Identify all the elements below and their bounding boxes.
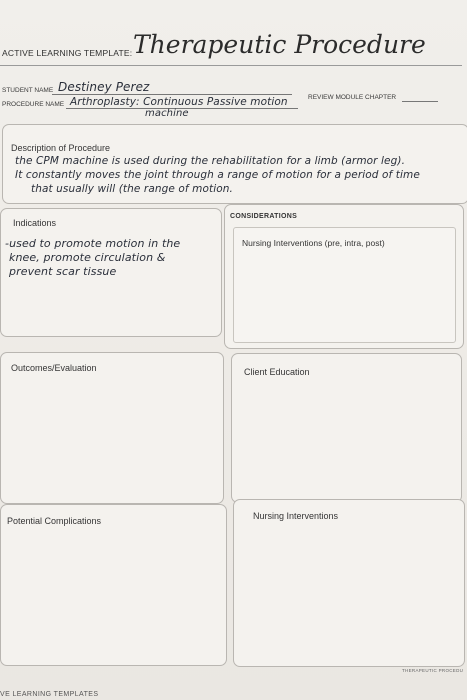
student-name-label: STUDENT NAME <box>2 87 54 94</box>
procedure-name-value-line2: machine <box>145 108 189 119</box>
nursing-interventions-box[interactable] <box>233 227 456 343</box>
outcomes-box[interactable] <box>0 352 224 504</box>
footer-left: VE LEARNING TEMPLATES <box>0 691 99 698</box>
indications-label: Indications <box>13 218 57 228</box>
procedure-name-value[interactable]: Arthroplasty: Continuous Passive motion <box>70 96 288 108</box>
complications-label: Potential Complications <box>7 516 102 526</box>
indications-line-1: -used to promote motion in the <box>5 237 181 250</box>
footer-right: THERAPEUTIC PROCEDU <box>402 668 464 673</box>
nursing-interventions-label: Nursing Interventions (pre, intra, post) <box>242 238 385 248</box>
review-chapter-label: REVIEW MODULE CHAPTER <box>308 94 397 101</box>
client-education-box[interactable] <box>231 353 462 503</box>
description-line-3: that usually will (the range of motion. <box>31 183 233 195</box>
complication-interventions-label: Nursing Interventions <box>253 511 339 521</box>
review-chapter-line[interactable] <box>402 101 438 102</box>
considerations-label: CONSIDERATIONS <box>230 213 298 220</box>
page-title: Therapeutic Procedure <box>133 30 426 59</box>
template-label: ACTIVE LEARNING TEMPLATE: <box>2 48 133 58</box>
complication-interventions-box[interactable] <box>233 499 465 667</box>
student-name-value[interactable]: Destiney Perez <box>58 80 150 94</box>
header-divider <box>0 65 462 66</box>
complications-box[interactable] <box>0 504 227 666</box>
student-name-line <box>52 94 292 95</box>
indications-box[interactable] <box>0 208 222 337</box>
description-box[interactable] <box>2 124 467 204</box>
description-label: Description of Procedure <box>11 143 111 153</box>
client-education-label: Client Education <box>244 367 310 377</box>
description-line-1: the CPM machine is used during the rehabilitation for a limb (armor leg). <box>15 155 406 167</box>
indications-line-3: prevent scar tissue <box>9 265 117 278</box>
procedure-name-label: PROCEDURE NAME <box>2 101 65 108</box>
outcomes-label: Outcomes/Evaluation <box>11 363 97 373</box>
considerations-box <box>224 204 464 349</box>
description-line-2: It constantly moves the joint through a range of motion for a period of time <box>15 169 420 181</box>
indications-line-2: knee, promote circulation & <box>9 251 166 264</box>
